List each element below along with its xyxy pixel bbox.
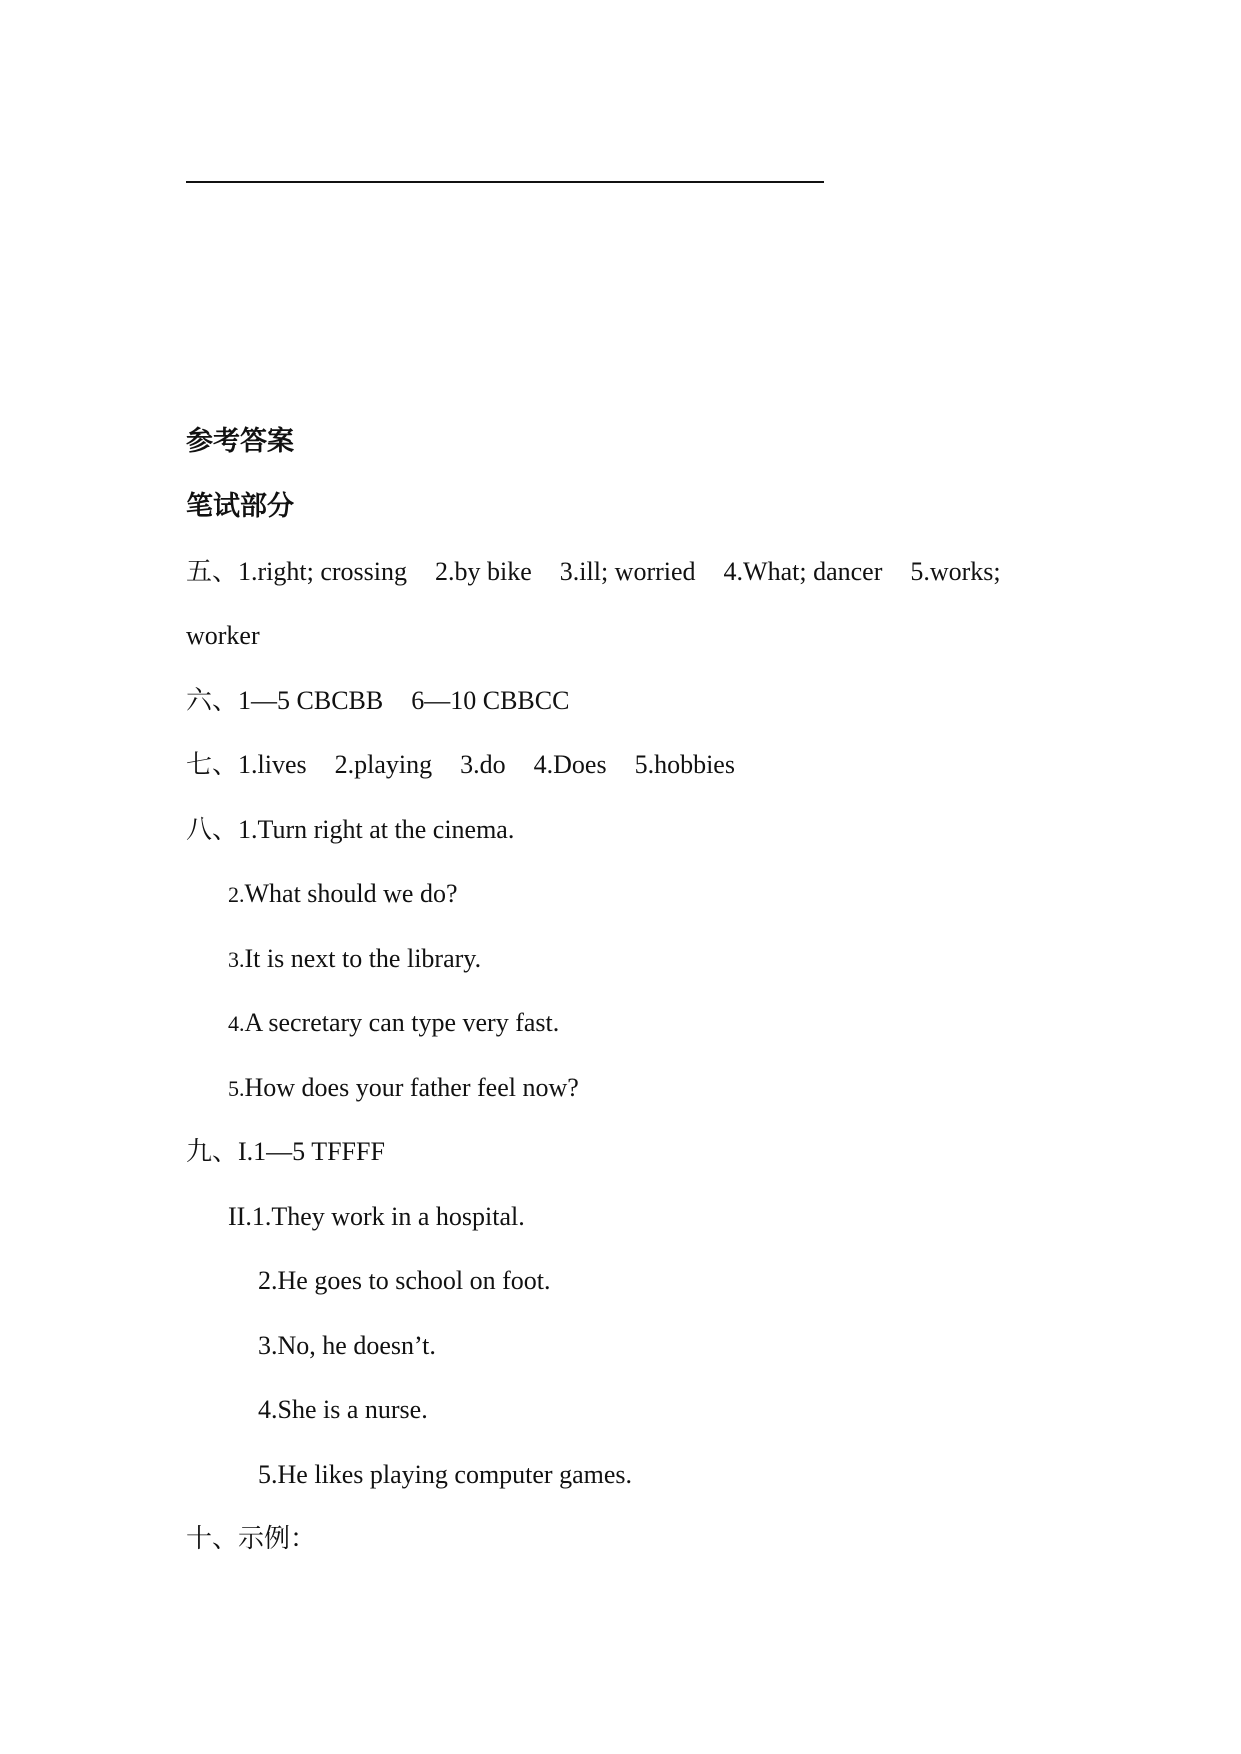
q7-item-1: 1.lives xyxy=(238,750,307,779)
q5-item-4: 4.What; dancer xyxy=(723,557,883,586)
q5-item-1: 1.right; crossing xyxy=(238,557,408,586)
q9-part2-item-3: 3.No, he doesn’t. xyxy=(258,1331,436,1360)
q5-item-3: 3.ill; worried xyxy=(559,557,696,586)
q5-label: 五、 xyxy=(186,557,239,587)
top-rule xyxy=(186,181,824,183)
q9-part2-first: II.1.They work in a hospital. xyxy=(228,1202,525,1231)
q9-part2-item-4: 4.She is a nurse. xyxy=(258,1395,428,1424)
q7-item-4: 4.Does xyxy=(533,750,607,779)
q8-line-3 xyxy=(228,943,481,976)
q8-item-5-text: How does your father feel now? xyxy=(244,1073,579,1102)
q8-item-4-text: A secretary can type very fast. xyxy=(244,1008,560,1037)
q8-line-2 xyxy=(228,878,458,911)
q7-item-5: 5.hobbies xyxy=(634,750,735,779)
q5-line xyxy=(186,556,1001,588)
q8-item-3-text: It is next to the library. xyxy=(244,944,482,973)
q8-item-2-text: What should we do? xyxy=(244,879,458,908)
q5-item-5: 5.works; xyxy=(910,557,1001,586)
q6-item-2: 6—10 CBBCC xyxy=(411,686,570,715)
q8-label: 八、 xyxy=(186,815,239,845)
q9-part2-item-2: 2.He goes to school on foot. xyxy=(258,1266,551,1295)
q6-line xyxy=(186,685,569,717)
q7-item-3: 3.do xyxy=(460,750,506,779)
q9-part2-item-5: 5.He likes playing computer games. xyxy=(258,1460,633,1489)
q8-line-4 xyxy=(228,1007,559,1040)
answer-key-title: 参考答案 xyxy=(186,426,294,457)
q8-item-4-num: 4. xyxy=(228,1011,245,1036)
section-title: 笔试部分 xyxy=(186,491,294,522)
q5-continuation: worker xyxy=(186,621,260,650)
q10-text: 示例： xyxy=(238,1524,317,1554)
q8-item-5-num: 5. xyxy=(228,1076,245,1101)
q7-item-2: 2.playing xyxy=(334,750,433,779)
q6-item-1: 1—5 CBCBB xyxy=(238,686,384,715)
q6-label: 六、 xyxy=(186,686,239,716)
q5-item-2: 2.by bike xyxy=(435,557,532,586)
q10-line xyxy=(186,1523,316,1555)
q10-label: 十、 xyxy=(186,1524,239,1554)
q8-line-1 xyxy=(186,814,514,846)
q7-line xyxy=(186,749,735,781)
q7-label: 七、 xyxy=(186,750,239,780)
q9-line-1 xyxy=(186,1136,385,1168)
q8-item-2-num: 2. xyxy=(228,882,245,907)
q9-label: 九、 xyxy=(186,1137,239,1167)
q8-line-5 xyxy=(228,1072,579,1105)
q8-item-1: 1.Turn right at the cinema. xyxy=(238,815,515,844)
q8-item-3-num: 3. xyxy=(228,947,245,972)
q9-part1: I.1—5 TFFFF xyxy=(238,1137,385,1166)
